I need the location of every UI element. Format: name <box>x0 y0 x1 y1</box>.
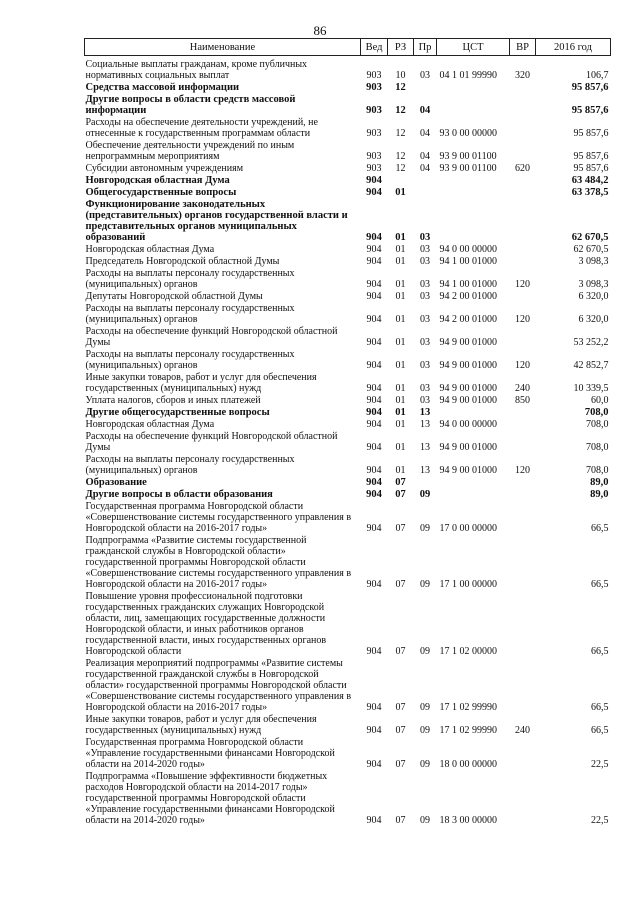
row-rz: 01 <box>395 279 406 290</box>
row-ved: 904 <box>366 442 382 453</box>
row-name: Иные закупки товаров, работ и услуг для обеспечения государственных (муниципальных) нужд <box>85 372 317 394</box>
row-name: Другие вопросы в области образования <box>85 489 273 500</box>
row-amount: 42 852,7 <box>573 360 609 371</box>
row-cst <box>437 82 510 94</box>
row-name: Образование <box>85 477 147 488</box>
row-rz: 07 <box>395 702 406 713</box>
row-ved: 903 <box>366 82 382 93</box>
table-row <box>85 303 611 326</box>
table-row <box>85 454 611 477</box>
row-pr <box>414 82 437 94</box>
row-amount: 708,0 <box>586 442 609 453</box>
row-vr <box>510 477 536 489</box>
row-ved: 904 <box>366 465 382 476</box>
row-rz: 01 <box>395 419 406 430</box>
row-name: Функционирование законодательных (представительных) органов государственной власти и представительных органов муниципальных образований <box>85 199 348 243</box>
row-pr: 03 <box>420 395 430 406</box>
row-cst: 94 0 00 00000 <box>439 244 497 255</box>
table-row <box>85 82 611 94</box>
row-vr <box>510 199 536 244</box>
row-cst <box>437 175 510 187</box>
row-rz: 07 <box>395 815 406 826</box>
row-ved: 904 <box>366 291 382 302</box>
column-header-year: 2016 год <box>536 39 611 56</box>
row-ved: 904 <box>366 187 382 198</box>
budget-table <box>84 38 611 827</box>
row-amount: 95 857,6 <box>573 151 609 162</box>
row-ved: 904 <box>366 489 382 500</box>
row-pr: 03 <box>420 244 430 255</box>
row-ved: 904 <box>366 232 382 243</box>
table-row <box>85 117 611 140</box>
table-row <box>85 56 611 83</box>
row-pr: 03 <box>420 337 430 348</box>
row-rz: 01 <box>395 337 406 348</box>
row-ved: 904 <box>366 419 382 430</box>
row-amount: 66,5 <box>591 579 609 590</box>
row-rz: 07 <box>395 489 406 500</box>
row-vr <box>510 419 536 431</box>
row-rz: 01 <box>395 187 406 198</box>
table-row <box>85 477 611 489</box>
row-ved: 904 <box>366 646 382 657</box>
row-cst <box>437 187 510 199</box>
table-row <box>85 94 611 117</box>
row-amount: 66,5 <box>591 646 609 657</box>
row-vr <box>510 591 536 658</box>
row-name: Расходы на выплаты персоналу государственных (муниципальных) органов <box>85 303 295 325</box>
row-amount: 53 252,2 <box>573 337 609 348</box>
row-name: Подпрограмма «Повышение эффективности бюджетных расходов Новгородской области на 2014-2017 годы» государственной программы Новгородской области «Управление государственными финансами Новгородской области на 2014-2020 годы» <box>85 771 335 826</box>
row-ved: 904 <box>366 383 382 394</box>
row-name: Социальные выплаты гражданам, кроме публичных нормативных социальных выплат <box>85 59 308 81</box>
row-amount: 89,0 <box>590 489 609 500</box>
row-cst <box>437 199 510 244</box>
row-amount: 63 378,5 <box>571 187 609 198</box>
row-pr: 13 <box>420 419 430 430</box>
row-name: Государственная программа Новгородской области «Совершенствование системы государственного управления в Новгородской области на 2016-2017 годы» <box>85 501 352 534</box>
row-name: Расходы на выплаты персоналу государственных (муниципальных) органов <box>85 454 295 476</box>
table-row <box>85 187 611 199</box>
row-cst: 94 9 00 01000 <box>439 337 497 348</box>
table-row <box>85 489 611 501</box>
row-amount: 60,0 <box>591 395 609 406</box>
row-rz: 07 <box>395 477 406 488</box>
row-pr: 03 <box>420 314 430 325</box>
row-cst: 17 1 02 99990 <box>439 725 497 736</box>
row-rz: 12 <box>395 128 406 139</box>
row-pr: 03 <box>419 232 431 243</box>
row-vr <box>510 256 536 268</box>
row-rz: 01 <box>395 244 406 255</box>
row-vr <box>510 326 536 349</box>
row-vr <box>510 140 536 163</box>
row-cst: 17 1 02 99990 <box>439 702 497 713</box>
row-cst: 94 9 00 01000 <box>439 395 497 406</box>
row-ved: 903 <box>366 128 382 139</box>
row-ved: 903 <box>366 163 382 174</box>
row-vr <box>510 244 536 256</box>
table-row <box>85 244 611 256</box>
row-rz: 01 <box>395 465 406 476</box>
row-vr: 240 <box>515 383 530 394</box>
row-vr <box>510 737 536 771</box>
row-cst: 94 9 00 01000 <box>439 360 497 371</box>
row-amount: 66,5 <box>591 725 609 736</box>
row-ved: 904 <box>366 815 382 826</box>
row-pr: 04 <box>420 128 430 139</box>
table-row <box>85 163 611 175</box>
column-header-vr: ВР <box>510 39 536 56</box>
row-cst: 94 1 00 01000 <box>439 256 497 267</box>
row-pr: 13 <box>419 407 431 418</box>
row-vr <box>510 771 536 827</box>
table-body <box>85 56 611 828</box>
row-ved: 904 <box>366 337 382 348</box>
table-row <box>85 591 611 658</box>
row-ved: 903 <box>366 105 382 116</box>
row-cst: 04 1 01 99990 <box>439 70 497 81</box>
row-rz: 07 <box>395 725 406 736</box>
row-name: Иные закупки товаров, работ и услуг для обеспечения государственных (муниципальных) нужд <box>85 714 317 736</box>
row-vr: 240 <box>515 725 530 736</box>
row-cst: 18 3 00 00000 <box>439 815 497 826</box>
row-rz: 01 <box>395 395 406 406</box>
row-cst <box>437 477 510 489</box>
row-pr <box>414 187 437 199</box>
row-amount: 66,5 <box>591 702 609 713</box>
row-pr: 04 <box>419 105 431 116</box>
row-amount: 63 484,2 <box>571 175 609 186</box>
row-cst <box>437 407 510 419</box>
row-rz: 12 <box>395 163 406 174</box>
row-cst: 93 0 00 00000 <box>439 128 497 139</box>
table-row <box>85 199 611 244</box>
row-pr: 13 <box>420 465 430 476</box>
table-row <box>85 175 611 187</box>
row-amount: 95 857,6 <box>573 128 609 139</box>
row-cst: 94 2 00 01000 <box>439 291 497 302</box>
row-vr <box>510 82 536 94</box>
row-amount: 708,0 <box>586 419 609 430</box>
row-vr <box>510 535 536 591</box>
row-vr: 120 <box>515 314 530 325</box>
table-row <box>85 140 611 163</box>
row-pr: 09 <box>420 523 430 534</box>
row-name: Государственная программа Новгородской области «Управление государственными финансами Новгородской области на 2014-2020 годы» <box>85 737 335 770</box>
row-amount: 95 857,6 <box>571 82 609 93</box>
row-name: Председатель Новгородской областной Думы <box>85 256 280 267</box>
row-name: Новгородская областная Дума <box>85 175 230 186</box>
row-name: Новгородская областная Дума <box>85 419 215 430</box>
table-row <box>85 714 611 737</box>
row-pr: 04 <box>420 163 430 174</box>
row-rz: 01 <box>395 232 406 243</box>
row-rz: 07 <box>395 579 406 590</box>
row-cst <box>437 94 510 117</box>
row-name: Уплата налогов, сборов и иных платежей <box>85 395 261 406</box>
column-header-rz: РЗ <box>388 39 414 56</box>
row-ved: 904 <box>366 407 382 418</box>
row-cst: 17 1 00 00000 <box>439 579 497 590</box>
row-amount: 708,0 <box>586 465 609 476</box>
row-pr <box>414 175 437 187</box>
row-name: Депутаты Новгородской областной Думы <box>85 291 263 302</box>
row-vr <box>510 117 536 140</box>
row-ved: 904 <box>366 360 382 371</box>
row-amount: 3 098,3 <box>578 256 609 267</box>
row-vr <box>510 94 536 117</box>
row-ved: 904 <box>366 279 382 290</box>
row-vr <box>510 291 536 303</box>
row-ved: 904 <box>366 477 382 488</box>
row-pr: 03 <box>420 360 430 371</box>
row-name: Повышение уровня профессиональной подготовки государственных гражданских служащих Новгородской области, лиц, замещающих государственные должности Новгородской области, и иных работников органов государственной власти, иных государственных органов Новгородской области <box>85 591 327 657</box>
row-rz: 01 <box>395 360 406 371</box>
table-row <box>85 419 611 431</box>
row-rz: 01 <box>395 256 406 267</box>
row-rz: 07 <box>395 759 406 770</box>
row-name: Другие вопросы в области средств массовой информации <box>85 94 296 116</box>
row-cst: 94 0 00 00000 <box>439 419 497 430</box>
table-row <box>85 268 611 291</box>
row-vr <box>510 501 536 535</box>
row-rz: 01 <box>395 442 406 453</box>
row-amount: 106,7 <box>586 70 609 81</box>
row-rz: 01 <box>395 383 406 394</box>
row-vr: 320 <box>515 70 530 81</box>
row-rz: 10 <box>395 70 406 81</box>
table-row <box>85 737 611 771</box>
page-number: 86 <box>313 23 327 38</box>
row-name: Обеспечение деятельности учреждений по иным непрограммным мероприятиям <box>85 140 295 162</box>
row-pr: 09 <box>420 725 430 736</box>
table-row <box>85 771 611 827</box>
column-header-ved: Вед <box>361 39 388 56</box>
row-vr <box>510 407 536 419</box>
row-name: Другие общегосударственные вопросы <box>85 407 270 418</box>
row-pr: 09 <box>420 579 430 590</box>
row-pr: 09 <box>420 702 430 713</box>
row-rz: 01 <box>395 407 406 418</box>
row-vr <box>510 431 536 454</box>
column-header-name: Наименование <box>85 39 361 56</box>
row-vr <box>510 175 536 187</box>
row-ved: 903 <box>366 70 382 81</box>
row-vr: 620 <box>515 163 530 174</box>
row-ved: 904 <box>366 579 382 590</box>
column-header-pr: Пр <box>414 39 437 56</box>
row-cst: 93 9 00 01100 <box>439 163 497 174</box>
row-pr: 03 <box>420 291 430 302</box>
row-amount: 10 339,5 <box>573 383 609 394</box>
row-cst <box>437 489 510 501</box>
row-name: Общегосударственные вопросы <box>85 187 237 198</box>
table-header-row <box>85 39 611 56</box>
row-cst: 18 0 00 00000 <box>439 759 497 770</box>
table-row <box>85 501 611 535</box>
row-name: Реализация мероприятий подпрограммы «Развитие системы государственной гражданской службы в Новгородской области» государственной программы Новгородской области «Совершенствование системы государственного управления в Новгородской области на 2016-2017 годы» <box>85 658 352 713</box>
row-ved: 904 <box>366 725 382 736</box>
row-amount: 22,5 <box>591 815 609 826</box>
table-row <box>85 535 611 591</box>
row-rz: 07 <box>395 523 406 534</box>
row-pr: 09 <box>420 815 430 826</box>
row-ved: 904 <box>366 759 382 770</box>
row-pr: 09 <box>420 759 430 770</box>
row-cst: 94 9 00 01000 <box>439 442 497 453</box>
row-pr: 03 <box>420 256 430 267</box>
row-pr: 04 <box>420 151 430 162</box>
row-vr: 120 <box>515 360 530 371</box>
row-amount: 6 320,0 <box>578 314 609 325</box>
row-amount: 89,0 <box>590 477 609 488</box>
row-vr: 120 <box>515 465 530 476</box>
row-rz: 07 <box>395 646 406 657</box>
row-amount: 95 857,6 <box>573 163 609 174</box>
table-row <box>85 256 611 268</box>
row-pr: 03 <box>420 383 430 394</box>
row-rz: 12 <box>395 105 406 116</box>
row-cst: 94 9 00 01000 <box>439 465 497 476</box>
table-row <box>85 349 611 372</box>
row-name: Расходы на обеспечение функций Новгородской областной Думы <box>85 431 338 453</box>
table-row <box>85 326 611 349</box>
column-header-cst: ЦСТ <box>437 39 510 56</box>
table-row <box>85 431 611 454</box>
row-pr: 09 <box>420 646 430 657</box>
row-amount: 95 857,6 <box>571 105 609 116</box>
row-pr: 03 <box>420 70 430 81</box>
row-cst: 94 2 00 01000 <box>439 314 497 325</box>
table-row <box>85 372 611 395</box>
row-name: Средства массовой информации <box>85 82 240 93</box>
row-rz: 01 <box>395 314 406 325</box>
row-vr <box>510 658 536 714</box>
table-row <box>85 407 611 419</box>
row-pr: 13 <box>420 442 430 453</box>
row-rz: 12 <box>395 82 406 93</box>
row-amount: 66,5 <box>591 523 609 534</box>
row-name: Новгородская областная Дума <box>85 244 215 255</box>
row-pr <box>414 477 437 489</box>
row-amount: 22,5 <box>591 759 609 770</box>
row-ved: 904 <box>366 523 382 534</box>
row-ved: 904 <box>366 702 382 713</box>
row-name: Субсидии автономным учреждениям <box>85 163 244 174</box>
row-amount: 708,0 <box>584 407 609 418</box>
row-vr: 850 <box>515 395 530 406</box>
row-name: Расходы на выплаты персоналу государственных (муниципальных) органов <box>85 349 295 371</box>
row-name: Расходы на выплаты персоналу государственных (муниципальных) органов <box>85 268 295 290</box>
row-ved: 904 <box>366 175 382 186</box>
row-rz: 12 <box>395 151 406 162</box>
table-row <box>85 395 611 407</box>
row-cst: 17 1 02 00000 <box>439 646 497 657</box>
row-amount: 62 670,5 <box>573 244 609 255</box>
row-name: Расходы на обеспечение функций Новгородской областной Думы <box>85 326 338 348</box>
row-name: Расходы на обеспечение деятельности учреждений, не отнесенные к государственным программам области <box>85 117 318 139</box>
row-cst: 17 0 00 00000 <box>439 523 497 534</box>
table-row <box>85 658 611 714</box>
row-rz: 01 <box>395 291 406 302</box>
row-name: Подпрограмма «Развитие системы государственной гражданской службы в Новгородской области» государственной программы Новгородской области «Совершенствование системы государственного управления в Новгородской области на 2016-2017 годы» <box>85 535 352 590</box>
row-ved: 904 <box>366 314 382 325</box>
row-cst: 94 1 00 01000 <box>439 279 497 290</box>
row-ved: 903 <box>366 151 382 162</box>
row-vr: 120 <box>515 279 530 290</box>
row-vr <box>510 187 536 199</box>
row-ved: 904 <box>366 395 382 406</box>
row-ved: 904 <box>366 256 382 267</box>
row-ved: 904 <box>366 244 382 255</box>
row-amount: 6 320,0 <box>578 291 609 302</box>
row-vr <box>510 489 536 501</box>
row-pr: 03 <box>420 279 430 290</box>
row-cst: 94 9 00 01000 <box>439 383 497 394</box>
row-cst: 93 9 00 01100 <box>439 151 497 162</box>
table-row <box>85 291 611 303</box>
row-amount: 62 670,5 <box>571 232 609 243</box>
row-pr: 09 <box>419 489 431 500</box>
row-rz <box>388 175 414 187</box>
row-amount: 3 098,3 <box>578 279 609 290</box>
